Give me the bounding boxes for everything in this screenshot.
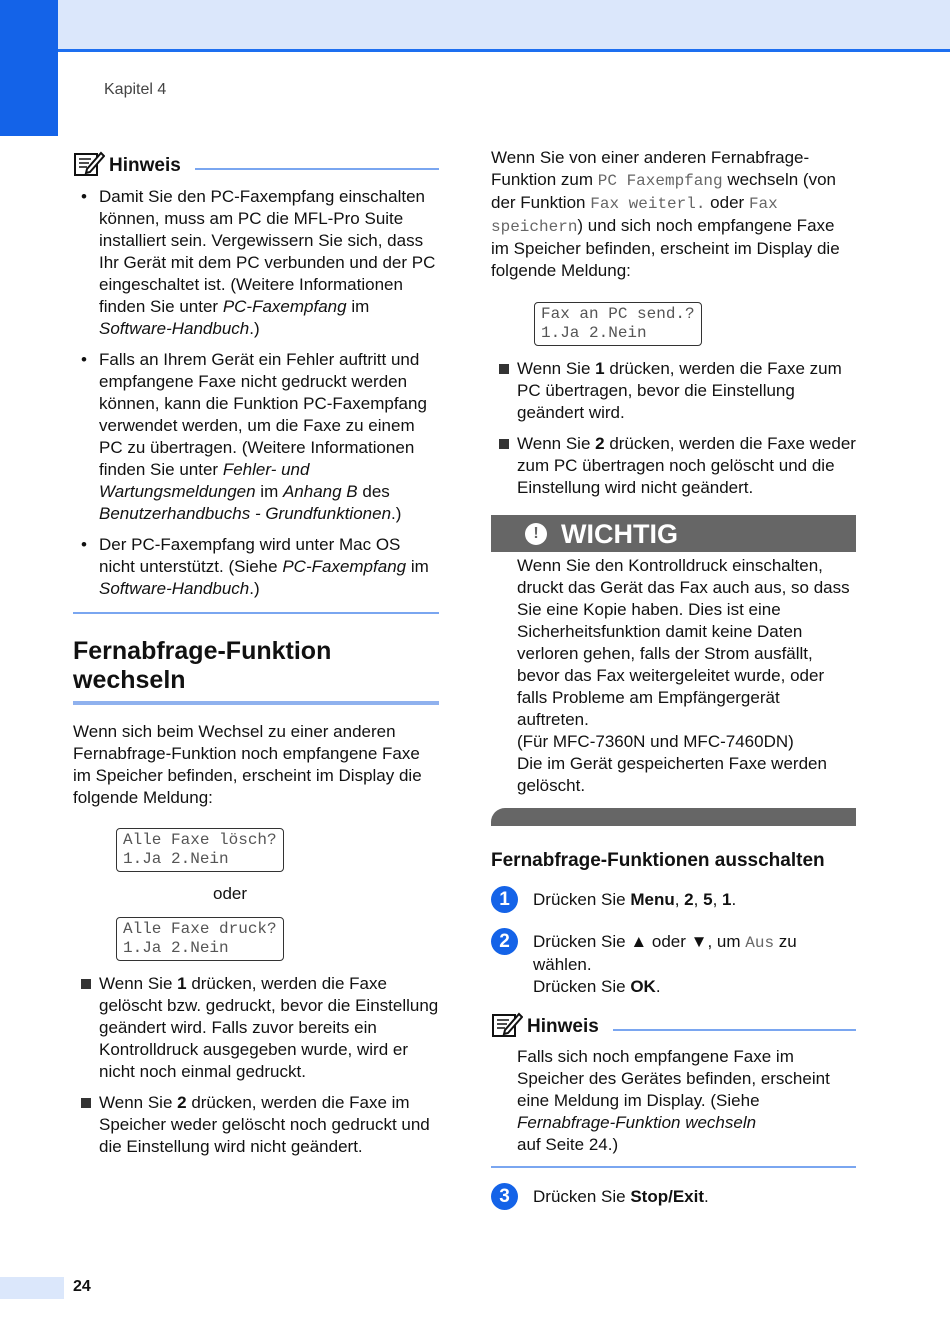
wichtig-title: WICHTIG — [561, 518, 678, 549]
note-rule — [195, 168, 439, 170]
step-1: 1 Drücken Sie Menu, 2, 5, 1. — [491, 889, 856, 913]
note-pencil-icon — [491, 1010, 523, 1044]
step-2: 2 Drücken Sie ▲ oder ▼, um Aus zu wählen. Drücken Sie OK. — [491, 931, 856, 998]
note-box — [491, 1013, 856, 1168]
note-title: Hinweis — [527, 1016, 599, 1037]
subheading: Fernabfrage-Funktionen ausschalten — [491, 850, 825, 871]
list-item: Wenn Sie 2 drücken, werden die Faxe weder zum PC übertragen noch gelöscht und die Einstellung wird nicht geändert. — [491, 433, 856, 499]
intro-paragraph: Wenn Sie von einer anderen Fernabfrage-Funktion zum PC Faxempfang wechseln (von der Funktion Fax weiterl. oder Fax speichern) und sich noch empfangene Faxe im Speicher befinden, erscheint im Display die folgende Meldung: — [491, 148, 840, 280]
list-item: • Damit Sie den PC-Faxempfang einschalten können, muss am PC die MFL-Pro Suite installiert sein. Vergewissern Sie sich, dass Ihr Gerät mit dem PC verbunden und der PC eingeschaltet ist. (Weitere Informationen finden Sie unter PC-Faxempfang im Software-Handbuch.) — [73, 186, 439, 340]
step-number: 3 — [491, 1183, 518, 1210]
wichtig-body: Wenn Sie den Kontrolldruck einschalten, druckt das Gerät das Fax auch aus, so dass Sie eine Kopie haben. Dies ist eine Sicherheitsfunktion damit keine Daten verloren gehen, falls der Strom ausfällt, bevor das Fax weitergeleitet wurde, oder falls Probleme am Empfängergerät auftreten. (Für MFC-7360N und MFC-7460DN) Die im Gerät gespeicherten Faxe werden gelöscht. — [517, 556, 850, 795]
note-end-rule — [491, 1166, 856, 1168]
option-list — [491, 358, 856, 499]
step-3: 3 Drücken Sie Stop/Exit. — [491, 1186, 856, 1210]
right-column — [491, 147, 856, 1210]
wichtig-header — [491, 515, 856, 552]
chapter-label: Kapitel 4 — [104, 81, 167, 98]
note-text: Falls sich noch empfangene Faxe im Speicher des Gerätes befinden, erscheint eine Meldung im Display. (Siehe Fernabfrage-Funktion wechseln auf Seite 24.) — [517, 1047, 830, 1154]
warning-icon: ! — [525, 523, 547, 545]
list-item: • Der PC-Faxempfang wird unter Mac OS nicht unterstützt. (Siehe PC-Faxempfang im Software-Handbuch.) — [73, 534, 439, 600]
note-pencil-icon — [73, 149, 105, 183]
lcd-display: Alle Faxe druck? 1.Ja 2.Nein — [73, 917, 439, 961]
note-end-rule — [73, 612, 439, 614]
step-number: 1 — [491, 886, 518, 913]
note-title: Hinweis — [109, 155, 181, 176]
note-header — [491, 1013, 856, 1041]
note-rule — [613, 1029, 856, 1031]
note-list — [73, 186, 439, 600]
intro-paragraph: Wenn sich beim Wechsel zu einer anderen Fernabfrage-Funktion noch empfangene Faxe im Speicher befinden, erscheint im Display die folgende Meldung: — [73, 722, 422, 807]
header-band — [0, 0, 950, 52]
step-number: 2 — [491, 928, 518, 955]
list-item: Wenn Sie 2 drücken, werden die Faxe im Speicher weder gelöscht noch gedruckt und die Einstellung wird nicht geändert. — [73, 1092, 439, 1158]
note-header — [73, 152, 439, 180]
lcd-display: Alle Faxe lösch? 1.Ja 2.Nein — [73, 828, 439, 872]
page-number-band — [0, 1277, 64, 1299]
up-arrow-icon: ▲ — [630, 932, 648, 951]
section-heading: Fernabfrage-Funktion wechseln — [73, 637, 332, 694]
lcd-display: Fax an PC send.? 1.Ja 2.Nein — [491, 302, 856, 346]
list-item: • Falls an Ihrem Gerät ein Fehler auftritt und empfangene Faxe nicht gedruckt werden können, kann die Funktion PC-Faxempfang verwendet werden, um die Faxe zu einem PC zu übertragen. (Weitere Informationen finden Sie unter Fehler- und Wartungsmeldungen im Anhang B des Benutzerhandbuchs - Grundfunktionen.) — [73, 349, 439, 525]
section-rule — [73, 701, 439, 705]
option-list — [73, 973, 439, 1158]
page-number: 24 — [73, 1278, 91, 1295]
oder-label: oder — [213, 884, 248, 903]
chapter-tab — [0, 0, 58, 136]
wichtig-footer — [491, 808, 856, 826]
list-item: Wenn Sie 1 drücken, werden die Faxe gelöscht bzw. gedruckt, bevor die Einstellung geändert wird. Falls zuvor bereits ein Kontrolldruck ausgegeben wurde, wird er nicht noch einmal gedruckt. — [73, 973, 439, 1083]
list-item: Wenn Sie 1 drücken, werden die Faxe zum PC übertragen, bevor die Einstellung geändert wird. — [491, 358, 856, 424]
left-column — [73, 152, 439, 1167]
down-arrow-icon: ▼ — [690, 932, 708, 951]
